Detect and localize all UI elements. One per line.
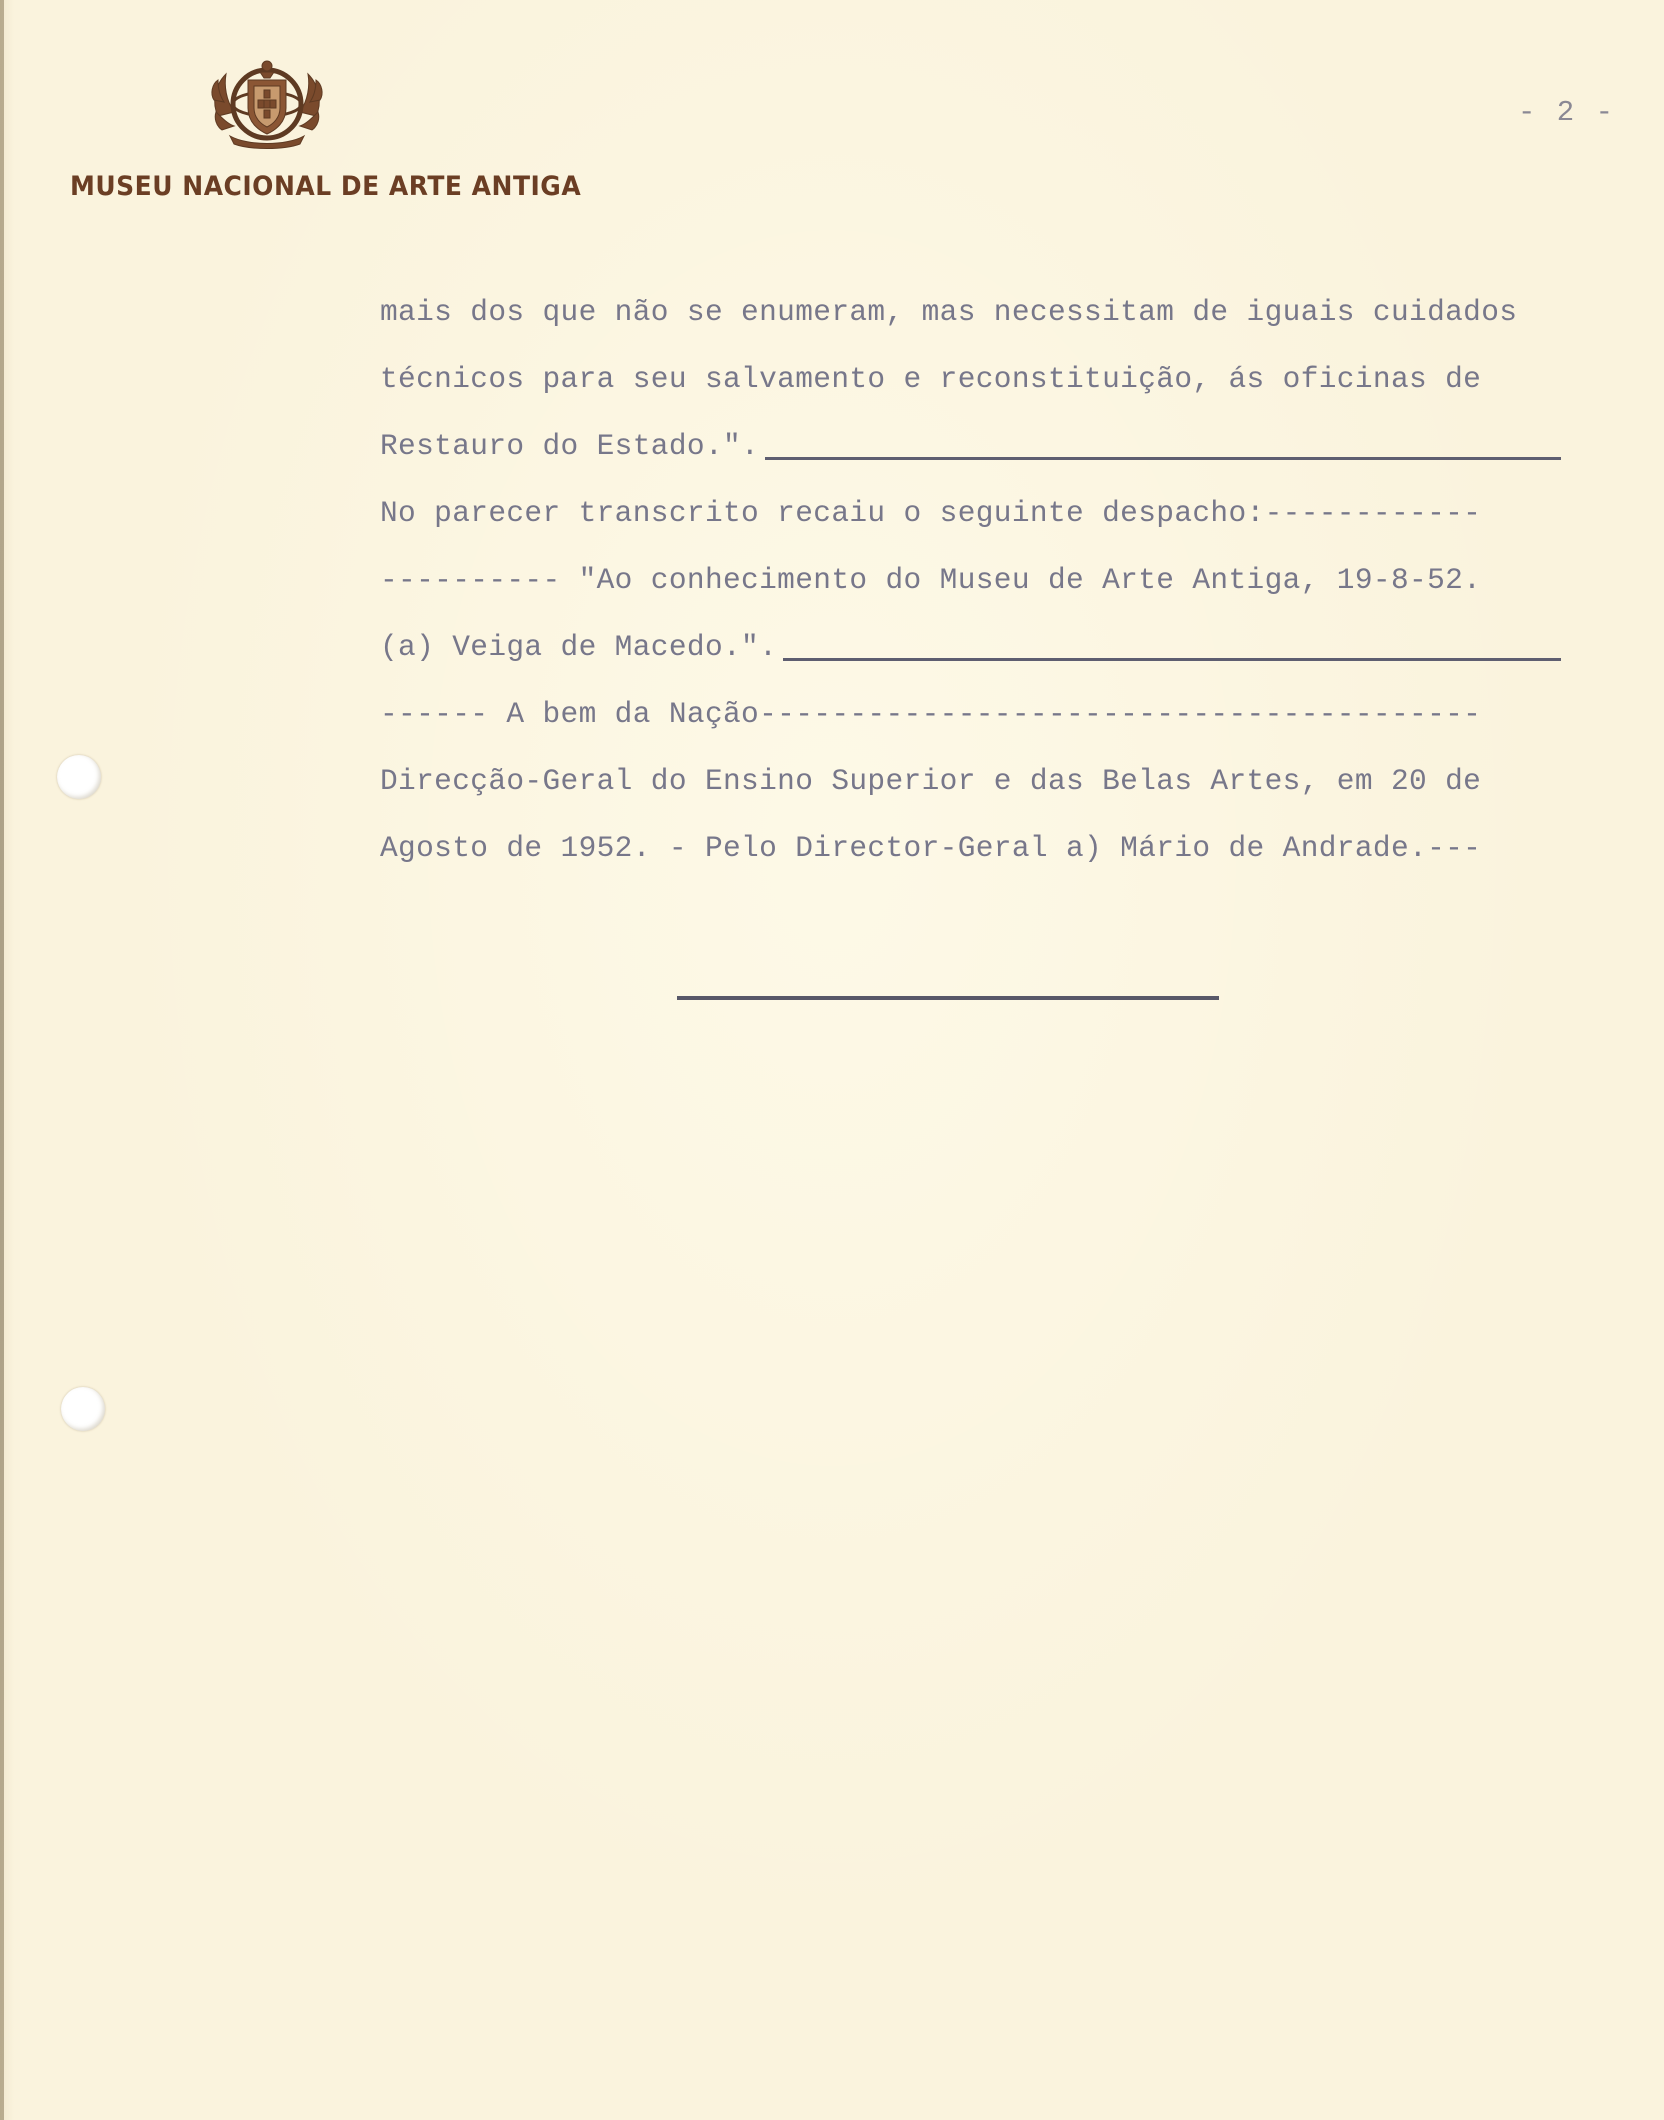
- body-line-text: ------ A bem da Nação----------------------------------------: [380, 697, 1482, 731]
- body-line-text: No parecer transcrito recaiu o seguinte despacho:------------: [380, 496, 1482, 530]
- body-line-text: ---------- "Ao conhecimento do Museu de Arte Antiga, 19-8-52.: [380, 563, 1482, 597]
- body-line: [380, 692, 1640, 759]
- body-line: [380, 625, 1640, 692]
- closing-rule: [677, 996, 1219, 1000]
- body-line-text: (a) Veiga de Macedo.".: [380, 630, 778, 664]
- body-line-text: Direcção-Geral do Ensino Superior e das Belas Artes, em 20 de: [380, 764, 1482, 798]
- body-line: [380, 826, 1640, 893]
- body-line: [380, 558, 1640, 625]
- body-line-text: técnicos para seu salvamento e reconstituição, ás oficinas de: [380, 362, 1482, 396]
- portuguese-coat-of-arms-icon: [208, 56, 326, 150]
- body-line-text: mais dos que não se enumeram, mas necessitam de iguais cuidados: [380, 295, 1518, 329]
- fill-rule: [783, 658, 1561, 661]
- body-line: [380, 357, 1640, 424]
- body-line-text: Restauro do Estado.".: [380, 429, 760, 463]
- body-line: [380, 759, 1640, 826]
- page-number: - 2 -: [1518, 96, 1616, 129]
- body-line: [380, 424, 1640, 491]
- body-line: [380, 491, 1640, 558]
- punch-hole: [57, 755, 101, 799]
- letter-body: [380, 290, 1640, 893]
- body-line-text: Agosto de 1952. - Pelo Director-Geral a) Mário de Andrade.---: [380, 831, 1482, 865]
- punch-hole: [61, 1387, 105, 1431]
- page-left-edge: [0, 0, 4, 2120]
- institution-letterhead: MUSEU NACIONAL DE ARTE ANTIGA: [70, 170, 582, 202]
- fill-rule: [765, 457, 1561, 460]
- body-line: [380, 290, 1640, 357]
